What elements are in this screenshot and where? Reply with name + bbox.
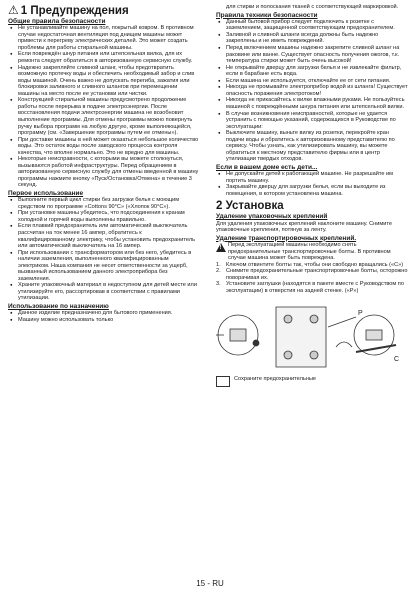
list-item: ● Не устанавливайте машину на пол, покрытый ковром. В противном случае недостаточная вентиляция под днищем машины может привести к перегреву электрических деталей. Это может создать проблемы для работы стиральной машины. xyxy=(8,25,200,51)
list-item: ● Перед включением машины надежно закрепите сливной шланг на раковине или ванне. Существует опасность получения ожогов, т.к. температура стирки может быть очень высокой! xyxy=(216,45,408,65)
warning-block xyxy=(216,242,408,262)
bolt-removal-figure xyxy=(216,297,408,375)
bolt-removal-illustration xyxy=(216,297,408,375)
list-item: ● Не открывайте дверцу для загрузки белья и не извлекайте фильтр, если в барабане есть вода. xyxy=(216,65,408,78)
recycle-icon xyxy=(216,376,230,387)
list-item: ● Выполните первый цикл стирки без загрузки белья с моющим средством по программе «Cottons 90°C» («Хлопок 90°C»). xyxy=(8,197,200,210)
list-item: ● Данное изделие предназначено для бытового применения. xyxy=(8,310,200,317)
heading-children: Если в вашем доме есть дети... xyxy=(216,163,318,171)
list-item: ● Храните упаковочный материал в недоступном для детей месте или утилизируйте его, рассортировав в соответствии с правилами утилизации. xyxy=(8,282,200,302)
bolt-steps-list xyxy=(216,262,408,295)
children-list xyxy=(216,171,408,197)
step-item: 1. Ключом отвинтите болты так, чтобы они свободно вращались («C») xyxy=(216,262,408,269)
list-item: ● Выключите машину, выньте вилку из розетки, перекройте кран подачи воды и обратитесь к авторизованному представителю по сервису. Чтобы узнать, как утилизировать машину, вы можете обратиться к местному представителю фирмы или в центр утилизации твердых отходов. xyxy=(216,130,408,163)
section-title-warnings: ⚠ 1 Предупреждения xyxy=(8,3,129,17)
figure-label-p: P xyxy=(358,310,363,318)
list-item: ● Никогда не прикасайтесь к вилке влажными руками. Не пользуйтесь машиной с повреждёнными шнура питания или штепсельной вилки. xyxy=(216,97,408,110)
right-column xyxy=(216,4,408,387)
intended-use-list xyxy=(8,310,200,323)
list-item-continued: для стирки и полоскания тканей с соответствующей маркировкой. xyxy=(226,4,399,10)
section-title-installation: 2 Установка xyxy=(216,200,284,213)
page-number: 15 - RU xyxy=(196,579,224,588)
warning-icon: ⚠ xyxy=(8,3,19,17)
heading-general-safety: Общие правила безопасности xyxy=(8,18,106,25)
left-column xyxy=(8,4,200,323)
list-item: ● Никогда не промывайте электроприбор водой из шланга! Существует опасность поражения электротоком! xyxy=(216,84,408,97)
heading-tech-safety: Правила техники безопасности xyxy=(216,11,318,19)
list-item: ● При использовании с трансформатором или без него, убедитесь в наличии заземления, выполненного квалифицированным электриком. Наша компания не несет ответственности за ущерб, вызванный использованием данного электроприбора без заземления. xyxy=(8,250,200,283)
eco-note-text: Сохраните предохранительные xyxy=(234,376,316,383)
list-item: ● Данный бытовой прибор следует подключить к розетке с заземлением, защищенной соответствующим предохранителем. xyxy=(216,19,408,32)
list-item: ● Надежно закрепляйте сливной шланг, чтобы предотвратить возможную протечку воды и обеспечить необходимый забор и слив воды машиной. Очень важно не допускать перегиба, зажатия или блокировки заливного и сливного шлангов при перемещении машины на место после ее установки или чистки. xyxy=(8,65,200,98)
step-item: 2. Снимите предохранительные транспортировочные болты, осторожно поворачивая их. xyxy=(216,268,408,281)
list-item: ● Конструкцией стиральной машины предусмотрено продолжение работы после перерыва в подаче электроэнергии. После восстановления подачи электроэнергии машина не возобновит выполнение программы. Для отмены программы можно повернуть ручку выбора программ на любую другую, кроме выполняющейся, программу (см. «Завершение программы путем ее отмены»). xyxy=(8,97,200,136)
list-item: ● Если повреждён шнур питания или штепсельная вилка, для их ремонта следует обратиться в авторизованную сервисную службу. xyxy=(8,51,200,64)
list-item: ● Если плавкий предохранитель или автоматический выключатель рассчитан на ток менее 16 ампер, обратитесь к квалифицированному электрику, чтобы установить предохранитель или автоматический выключатель на 16 ампер. xyxy=(8,223,200,249)
list-item: ● При установке машины убедитесь, что подсоединения к кранам холодной и горячей воды выполнены правильно. xyxy=(8,210,200,223)
list-item: ● В случае возникновения неисправностей, которые не удается устранить с помощью указаний, содержащихся в Руководстве по эксплуатации: xyxy=(216,111,408,131)
list-item: ● При доставке машины в ней может оказаться небольшое количество воды. Это остаток воды после заводского процесса контроля качества, что вполне нормально. Это не вредно для машины. xyxy=(8,137,200,157)
list-item: ● Заливной и сливной шланги всегда должны быть надежно закреплены и не иметь повреждений. xyxy=(216,32,408,45)
heading-unpacking: Удаление упаковочных креплений xyxy=(216,213,328,221)
list-item: ● Закрывайте дверцу для загрузки белья, если вы выходите из помещения, в котором установлена машина. xyxy=(216,184,408,197)
figure-label-c: C xyxy=(394,356,400,364)
warning-text: Перед эксплуатацией машины необходимо снять предохранительные транспортировочные болты. В противном случае машина может быть повреждена. xyxy=(228,242,391,262)
heading-transport-bolts: Удаление транспортировочных креплений. xyxy=(216,234,357,242)
first-use-list xyxy=(8,197,200,302)
unpacking-text: Для удаления упаковочных креплений наклоните машину. Снимите упаковочные крепления, потянув за ленту. xyxy=(216,220,392,234)
tech-safety-list xyxy=(216,19,408,163)
general-safety-list xyxy=(8,25,200,189)
heading-first-use: Первое использование xyxy=(8,189,84,197)
heading-intended-use: Использование по назначению xyxy=(8,303,109,311)
eco-note xyxy=(216,376,408,387)
warning-triangle-icon xyxy=(216,243,226,252)
list-item: ● Если машина не используется, отключайте ее от сети питания. xyxy=(216,78,408,85)
list-item: ● Не допускайте детей к работающей машине. Не разрешайте им портить машину. xyxy=(216,171,408,184)
step-item: 3. Установите заглушки (находятся в пакете вместе с Руководством по эксплуатации) в отверстия на задней стенке. («P») xyxy=(216,281,408,294)
list-item: ● Некоторые неисправности, с которыми вы можете столкнуться, вызываются работой инфраструктуры. Перед обращением в авторизованную сервисную службу для отмены введенной в машину программы нажмите кнопку «Пуск/Остановка/Отмена» в течение 3 секунд. xyxy=(8,156,200,189)
list-item: ● Машину можно использовать только xyxy=(8,317,200,324)
